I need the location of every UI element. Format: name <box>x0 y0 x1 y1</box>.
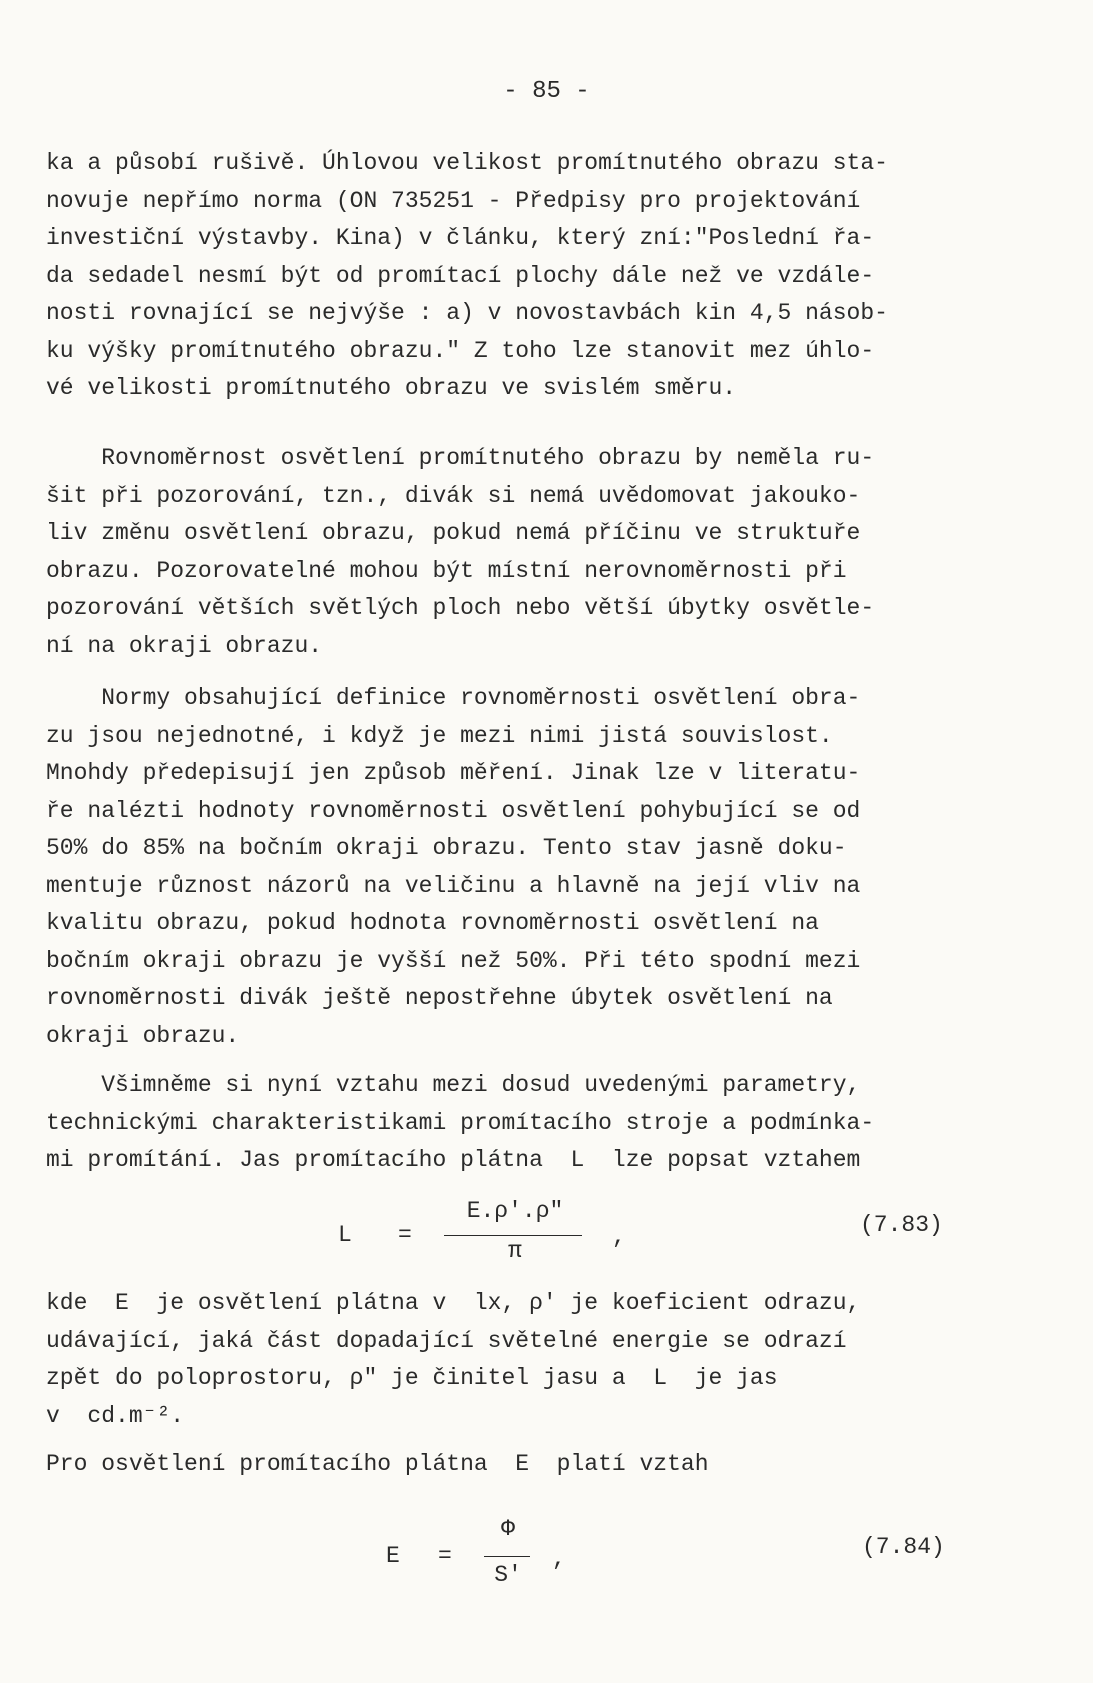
text-line: ku výšky promítnutého obrazu." Z toho lze stanovit mez úhlo- <box>46 337 875 364</box>
formula-denominator: π <box>508 1238 522 1264</box>
text-line: rovnoměrnosti divák ještě nepostřehne úbytek osvětlení na <box>46 985 833 1011</box>
paragraph-2 <box>46 440 1046 665</box>
text-line: ní na okraji obrazu. <box>46 632 323 659</box>
formula-comma: , <box>612 1224 626 1250</box>
formula-numerator: Φ <box>501 1516 515 1542</box>
text-line: ka a působí rušivě. Úhlovou velikost promítnutého obrazu sta- <box>46 150 888 176</box>
text-line: technickými charakteristikami promítacího stroje a podmínka- <box>46 1109 875 1136</box>
fraction-bar <box>484 1556 530 1557</box>
text-line: zpět do poloprostoru, ρ″ je činitel jasu a L je jas <box>46 1365 778 1391</box>
equation-number: (7.84) <box>862 1534 945 1560</box>
text-line: investiční výstavby. Kina) v článku, který zní:"Poslední řa- <box>46 225 875 251</box>
text-line: šit při pozorování, tzn., divák si nemá uvědomovat jakouko- <box>46 482 861 509</box>
formula-equals: = <box>438 1543 452 1569</box>
fraction-bar <box>444 1235 582 1236</box>
text-line: mi promítání. Jas promítacího plátna L lze popsat vztahem <box>46 1147 861 1173</box>
text-line: 50% do 85% na bočním okraji obrazu. Tento stav jasně doku- <box>46 835 847 861</box>
text-line: nosti rovnající se nejvýše : a) v novostavbách kin 4,5 násob- <box>46 300 888 326</box>
text-line: zu jsou nejednotné, i když je mezi nimi jistá souvislost. <box>46 722 833 749</box>
page-number: - 85 - <box>503 78 590 105</box>
text-line: Pro osvětlení promítacího plátna E platí vztah <box>46 1451 709 1477</box>
text-line: vé velikosti promítnutého obrazu ve svislém směru. <box>46 375 737 401</box>
text-line: liv změnu osvětlení obrazu, pokud nemá příčinu ve struktuře <box>46 520 861 546</box>
formula-lhs: L <box>338 1222 352 1248</box>
text-line: novuje nepřímo norma (ON 735251 - Předpisy pro projektování <box>46 187 861 214</box>
text-line: Mnohdy předepisují jen způsob měření. Jinak lze v literatu- <box>46 760 861 786</box>
formula-comma: , <box>552 1546 566 1572</box>
equation-number: (7.83) <box>860 1212 943 1238</box>
formula-equals: = <box>398 1222 412 1248</box>
formula-denominator: S′ <box>494 1562 522 1588</box>
text-line: kvalitu obrazu, pokud hodnota rovnoměrnosti osvětlení na <box>46 910 819 936</box>
paragraph-1 <box>46 145 1046 408</box>
text-line: pozorování větších světlých ploch nebo větší úbytky osvětle- <box>46 595 875 621</box>
paragraph-6 <box>46 1446 1046 1484</box>
paragraph-5 <box>46 1285 1046 1435</box>
text-line: ře nalézti hodnoty rovnoměrnosti osvětlení pohybující se od <box>46 797 861 824</box>
paragraph-3 <box>46 680 1046 1055</box>
formula-lhs: E <box>386 1543 400 1569</box>
paragraph-4 <box>46 1067 1046 1180</box>
text-line: bočním okraji obrazu je vyšší než 50%. Při této spodní mezi <box>46 947 861 974</box>
text-line: Všimněme si nyní vztahu mezi dosud uvedenými parametry, <box>46 1072 861 1098</box>
text-line: okraji obrazu. <box>46 1022 240 1049</box>
text-line: da sedadel nesmí být od promítací plochy dále než ve vzdále- <box>46 262 875 289</box>
text-line: mentuje různost názorů na veličinu a hlavně na její vliv na <box>46 872 861 899</box>
text-line: kde E je osvětlení plátna v lx, ρ′ je koeficient odrazu, <box>46 1290 861 1316</box>
text-line: Normy obsahující definice rovnoměrnosti osvětlení obra- <box>46 685 861 711</box>
text-line: v cd.m⁻². <box>46 1402 185 1429</box>
text-line: obrazu. Pozorovatelné mohou být místní nerovnoměrnosti při <box>46 557 847 584</box>
text-line: Rovnoměrnost osvětlení promítnutého obrazu by neměla ru- <box>46 445 875 471</box>
text-line: udávající, jaká část dopadající světelné energie se odrazí <box>46 1327 847 1354</box>
formula-numerator: E.ρ′.ρ″ <box>466 1198 564 1224</box>
